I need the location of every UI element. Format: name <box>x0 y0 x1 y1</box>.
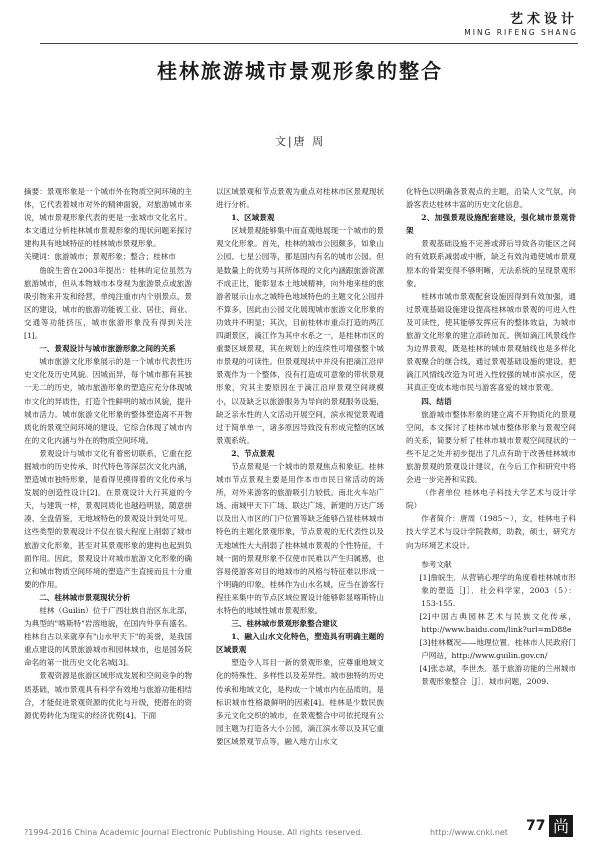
subsection-heading: 2、节点景观 <box>231 448 275 458</box>
paragraph: 詹皖生曾在2003年提出：桂林的定位虽然为旅游城市，但从本物城市本身视为旅游景点或旅游吸引物来开发和经营，单纯注重市内个别景点、景区的建设，城市的旅游功能被工业、居住、商业、交通等功能挤压，城市旅游形象没有得到关注[1]。 <box>24 265 192 341</box>
section-heading: 一、景观设计与城市旅游形象之间的关系 <box>39 344 176 354</box>
references-heading: 参考文献 <box>421 559 452 569</box>
paragraph: 景观基础设施不完善或滞后导致各功能区之间的有效联系减弱或中断，缺乏有效沟通使城市景观原本的骨架变得不够明晰，无法系统的呈现景观形象。 <box>406 239 576 288</box>
paragraph: 桂林（Guilin）位于广西壮族自治区东北部，为典型的"喀斯特"岩溶地貌，在国内外享有盛名。桂林自古以来就享有"山水甲天下"的美誉，是我国重点建设的风景旅游城市和园林城市，也是国务院命名的第一批历史文化名城[3]。 <box>24 606 192 668</box>
subsection-heading: 1、融入山水文化特色，塑造具有明确主题的区域景观 <box>216 632 384 655</box>
reference-item: [3]桂林概况——地理位置．桂林市人民政府门户网站，http://www.guilin.gov.cn/ <box>419 638 576 661</box>
article-title: 桂林旅游城市景观形象的整合 <box>157 59 443 83</box>
column-label-en: MING RIFENG SHANG <box>464 28 578 37</box>
logo-text: 尚 <box>552 817 570 836</box>
paragraph: 景观设计与城市文化有着密切联系，它重在挖掘城市的历史传承、时代特色等深层次文化内涵，塑造城市独特形象，是看得见摸得着的文化传承与发展的创造性设计[2]。在景观设计大行其道的今天，与建筑一样，景观同质化也越趋明显，随意拼凑、全盘借鉴，无地域特色的景观设计到处可见。这些类型的景观设计不仅在很大程度上削弱了城市旅游文化形象，甚至对其景观形象的建构也起到负面作用。因此，景观设计对城市旅游文化形象的确立和城市物质空间环境的塑造产生直接而且十分重要的作用。 <box>24 448 192 589</box>
footer-url: http://www.cnki.net <box>430 828 508 837</box>
section-heading: 四、结语 <box>421 396 452 406</box>
author-bio: 作者简介：唐周（1985～），女，桂林电子科技大学艺术与设计学院教师，助教，硕士，研究方向为环境艺术设计。 <box>406 514 576 550</box>
paragraph: 化特色以明确各景观点的主题，沿染人文气氛，向游客表达桂林丰富的历史文化信息。 <box>406 187 576 210</box>
keywords: 关键词：旅游城市；景观形象；整合；桂林市 <box>24 252 176 262</box>
paragraph: 城市旅游文化形象展示的是一个城市代表性历史文化及历史风貌。因城而异，每个城市都有其独一无二的历史，城市旅游形象的塑造应充分体现城市文化的异质性，打造个性鲜明的城市风貌，提升城市活力。城市旅游文化形象的整体塑造离不开物质化的景观空间环境的建设，它综合体现了城市内在的文化内涵与外在的物质空间环境。 <box>24 357 192 445</box>
paragraph: 节点景观是一个城市的景观焦点和象征。桂林城市节点景观主要是用作本市市民日常活动的场所，对外来游客的旅游吸引力较低。南北火车站广场、南城甲天下广场、联达广场、新建的万达广场以及出入市区的门户位置等缺乏能够凸显桂林城市特色的主题化景观形象，节点景观的无代表性以及无地域性大大削弱了桂林城市景观的个性特征，千城一面的景观形象不仅使市民难以产生归属感，也容易使游客对目的地城市的风格与特征难以形成一个明确的印象。桂林作为山水名城，应当在游客行程往来集中的节点区域位置设计能够彰显喀斯特山水特色的地域性城市景观形象。 <box>216 461 384 615</box>
article-byline: 文|唐 周 <box>274 135 326 148</box>
copyright-notice: ?1994-2016 China Academic Journal Electronic Publishing House. All rights reserved. <box>24 828 363 837</box>
magazine-logo-icon <box>548 814 574 838</box>
page-number: 77 <box>526 818 546 834</box>
column-1 <box>24 185 192 818</box>
page-footer <box>0 817 600 850</box>
reference-item: [1]詹皖生．从营销心理学的角度看桂林城市形象的塑造［J］．社会科学家，2003（5）：153-155. <box>419 572 576 608</box>
column-label-zh: 艺术设计 <box>509 12 578 27</box>
abstract: 摘要：景观形象是一个城市外在物质空间环境的主体，它代表着城市对外的精神面貌，对旅游城市来说，城市景观形象代表的更是一张城市文化名片。本文通过分析桂林城市景观形象的现状问题来探讨建构具有地域特征的桂林城市景观形象。 <box>24 187 192 249</box>
section-heading: 三、桂林城市景观形象整合建议 <box>231 619 338 629</box>
paragraph: 以区域景观和节点景观为重点对桂林市区景观现状进行分析。 <box>216 187 384 210</box>
subsection-heading: 1、区域景观 <box>231 213 275 223</box>
paragraph: 景观资源是旅游区域形成发展和空间竞争的物质基础，城市景观具有科学有效地与旅游功能相结合，才能促进景观资源的优化与升级，使潜在的资源优势转化为现实的经济优势[4]。下面 <box>24 671 192 720</box>
column-2 <box>216 185 384 818</box>
column-label <box>464 8 578 37</box>
paragraph: 区域景观能够集中而直观地展现一个城市的景观文化形象。首先，桂林的城市公园颇多，如象山公园、七星公园等，都是国内有名的城市公园。但是数量上的优势与其所体现的文化内涵跟旅游资源不成正比，能彰显本土地域精神，向外地来桂的旅游者展示山水之城特色地域特色的主题文化公园并不算多，因此由公园文化展现城市旅游文化形象的功效并不明显；其次，目前桂林市重点打造的两江四湖景区，滴江作为其中水系之一，是桂林市区的重要区域景观，其在规划上的连续性可增强整个城市景观的可读性。但景观现状中并没有把滴江沿岸景观作为一个整体，没有打造成可意象的带状景观形象，究其主要原因在于滴江沿岸景观空间规模小，以及缺乏以旅游服务为导向的景观服务设施，缺乏亲水性的人文活动开展空间，滨水视觉景观通过于简单单一，诸多原因导致没有形成完整的区域景观系统。 <box>216 226 384 445</box>
paragraph: 塑造令人耳目一新的景观形象，应尊重地域文化的特殊性、多样性以及差异性。城市独特的历史传承和地域文化，是构成一个城市内在品质的，是标识城市性格最鲜明的因素[4]。桂林是少数民族多元文化交织的城市，在景观整合中可依托现有公园主题为打造各大小公园，滴江滨水带以及其它重要区域景观节点等，融入地方山水文 <box>216 658 384 746</box>
section-heading: 二、桂林城市景观现状分析 <box>39 592 131 602</box>
reference-item: [2]中国古典园林艺术与民族文化传承，http://www.baidu.com/link?url=mD88e <box>419 612 576 635</box>
author-affiliation: （作者单位 桂林电子科技大学艺术与设计学院） <box>406 488 576 511</box>
header-rule <box>40 43 578 44</box>
paragraph: 桂林市城市景观配套设施因得到有效加强，通过景观基础设施建设提高桂林城市景观的可进入性及可读性，使其能够发挥应有的整体效益，为城市旅游文化形象的建立添砖加瓦。例如滴江风景线作为边界景观，既是桂林的城市景观轴线也是多样化景观聚合的继合线，通过景观基础设施的建设，把滴江风情线改造为可进入性较强的城市滨水区，使其真正变成本地市民与游客喜爱的城市景观。 <box>406 291 576 393</box>
reference-item: [4]张志斌，李世杰．基于旅游功能的兰州城市景观形象整合［J］．城市问题，2009. <box>419 664 576 687</box>
paragraph: 旅游城市整体形象的建立离不开物质化的景观空间，本文探讨了桂林市城市整体形象与景观空间的关系，简要分析了桂林市城市景观空间现状的一些不足之处并初步提出了几点有助于改善桂林城市旅游景观的景观设计建议，在今后工作和研究中将会进一步完善和实践。 <box>406 409 576 485</box>
subsection-heading: 2、加强景观设施配套建设，强化城市景观骨架 <box>406 213 576 236</box>
column-3 <box>406 185 576 818</box>
